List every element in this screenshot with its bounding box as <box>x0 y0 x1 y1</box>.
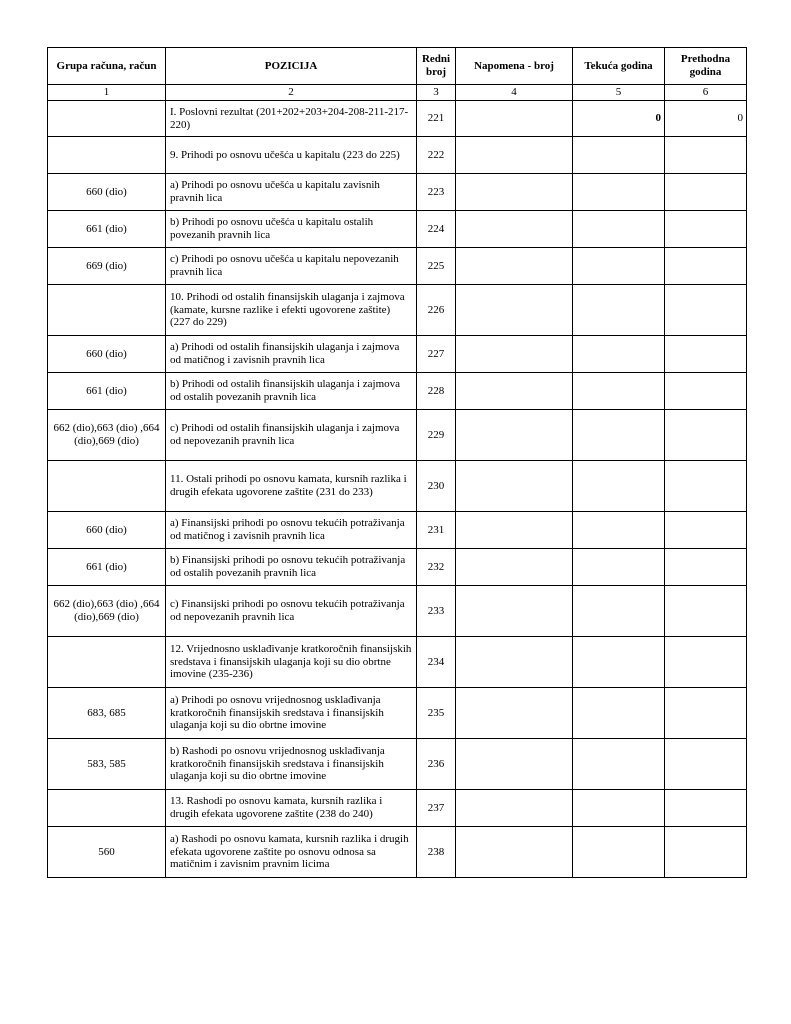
table-row <box>48 637 747 688</box>
position-cell: 12. Vrijednosno usklađivanje kratkoročnih finansijskih sredstava i finansijskih ulaganja koji su dio obrtne imovine (235-236) <box>166 637 417 688</box>
header-position: POZICIJA <box>166 48 417 85</box>
previous-year-cell <box>665 827 747 878</box>
account-cell <box>48 461 166 512</box>
note-cell <box>456 101 573 137</box>
current-year-cell <box>573 637 665 688</box>
position-cell: c) Prihodi po osnovu učešća u kapitalu nepovezanih pravnih lica <box>166 248 417 285</box>
note-cell <box>456 688 573 739</box>
current-year-cell <box>573 586 665 637</box>
row-number-cell: 223 <box>417 174 456 211</box>
header-row-number: Redni broj <box>417 48 456 85</box>
account-cell: 660 (dio) <box>48 174 166 211</box>
previous-year-cell <box>665 373 747 410</box>
row-number-cell: 222 <box>417 137 456 174</box>
row-number-cell: 237 <box>417 790 456 827</box>
account-cell: 661 (dio) <box>48 549 166 586</box>
current-year-cell <box>573 174 665 211</box>
note-cell <box>456 174 573 211</box>
note-cell <box>456 549 573 586</box>
table-row <box>48 549 747 586</box>
table-row <box>48 688 747 739</box>
account-cell <box>48 101 166 137</box>
note-cell <box>456 137 573 174</box>
table-row <box>48 512 747 549</box>
row-number-cell: 233 <box>417 586 456 637</box>
row-number-cell: 228 <box>417 373 456 410</box>
note-cell <box>456 248 573 285</box>
table-row <box>48 373 747 410</box>
current-year-cell <box>573 336 665 373</box>
previous-year-cell <box>665 586 747 637</box>
row-number-cell: 221 <box>417 101 456 137</box>
account-cell <box>48 285 166 336</box>
table-row <box>48 827 747 878</box>
table-row <box>48 586 747 637</box>
note-cell <box>456 637 573 688</box>
table-row <box>48 285 747 336</box>
position-cell: b) Prihodi po osnovu učešća u kapitalu ostalih povezanih pravnih lica <box>166 211 417 248</box>
previous-year-cell <box>665 174 747 211</box>
column-number: 2 <box>166 85 417 101</box>
position-cell: a) Prihodi od ostalih finansijskih ulaganja i zajmova od matičnog i zavisnih pravnih lica <box>166 336 417 373</box>
position-cell: 11. Ostali prihodi po osnovu kamata, kursnih razlika i drugih efekata ugovorene zaštite (231 do 233) <box>166 461 417 512</box>
previous-year-cell: 0 <box>665 101 747 137</box>
position-cell: b) Prihodi od ostalih finansijskih ulaganja i zajmova od ostalih povezanih pravnih lica <box>166 373 417 410</box>
previous-year-cell <box>665 549 747 586</box>
note-cell <box>456 336 573 373</box>
note-cell <box>456 827 573 878</box>
account-cell: 669 (dio) <box>48 248 166 285</box>
account-cell: 662 (dio),663 (dio) ,664 (dio),669 (dio) <box>48 586 166 637</box>
note-cell <box>456 410 573 461</box>
current-year-cell <box>573 248 665 285</box>
note-cell <box>456 373 573 410</box>
note-cell <box>456 461 573 512</box>
current-year-cell <box>573 739 665 790</box>
position-cell: c) Prihodi od ostalih finansijskih ulaganja i zajmova od nepovezanih pravnih lica <box>166 410 417 461</box>
account-cell: 683, 685 <box>48 688 166 739</box>
previous-year-cell <box>665 410 747 461</box>
account-cell <box>48 790 166 827</box>
note-cell <box>456 739 573 790</box>
note-cell <box>456 211 573 248</box>
table-row <box>48 248 747 285</box>
row-number-cell: 227 <box>417 336 456 373</box>
table-row <box>48 211 747 248</box>
position-cell: 9. Prihodi po osnovu učešća u kapitalu (223 do 225) <box>166 137 417 174</box>
table-row <box>48 410 747 461</box>
row-number-cell: 232 <box>417 549 456 586</box>
current-year-cell <box>573 211 665 248</box>
position-cell: a) Prihodi po osnovu učešća u kapitalu zavisnih pravnih lica <box>166 174 417 211</box>
row-number-cell: 230 <box>417 461 456 512</box>
row-number-cell: 224 <box>417 211 456 248</box>
position-cell: 10. Prihodi od ostalih finansijskih ulaganja i zajmova (kamate, kursne razlike i efekti ugovorene zaštite) (227 do 229) <box>166 285 417 336</box>
previous-year-cell <box>665 461 747 512</box>
header-account-group: Grupa računa, račun <box>48 48 166 85</box>
row-number-cell: 229 <box>417 410 456 461</box>
account-cell: 660 (dio) <box>48 336 166 373</box>
current-year-cell: 0 <box>573 101 665 137</box>
column-number: 3 <box>417 85 456 101</box>
header-previous-year: Prethodna godina <box>665 48 747 85</box>
current-year-cell <box>573 549 665 586</box>
column-number: 1 <box>48 85 166 101</box>
income-statement-table <box>47 47 747 878</box>
account-cell: 662 (dio),663 (dio) ,664 (dio),669 (dio) <box>48 410 166 461</box>
note-cell <box>456 586 573 637</box>
column-number: 6 <box>665 85 747 101</box>
note-cell <box>456 512 573 549</box>
note-cell <box>456 790 573 827</box>
header-current-year: Tekuća godina <box>573 48 665 85</box>
account-cell: 661 (dio) <box>48 211 166 248</box>
previous-year-cell <box>665 336 747 373</box>
table-row <box>48 739 747 790</box>
table-row <box>48 790 747 827</box>
position-cell: 13. Rashodi po osnovu kamata, kursnih razlika i drugih efekata ugovorene zaštite (238 do 240) <box>166 790 417 827</box>
current-year-cell <box>573 790 665 827</box>
column-number: 4 <box>456 85 573 101</box>
table-body <box>48 48 747 878</box>
header-row <box>48 48 747 85</box>
previous-year-cell <box>665 512 747 549</box>
previous-year-cell <box>665 248 747 285</box>
current-year-cell <box>573 827 665 878</box>
position-cell: b) Finansijski prihodi po osnovu tekućih potraživanja od ostalih povezanih pravnih lica <box>166 549 417 586</box>
row-number-cell: 231 <box>417 512 456 549</box>
column-number: 5 <box>573 85 665 101</box>
previous-year-cell <box>665 285 747 336</box>
account-cell: 660 (dio) <box>48 512 166 549</box>
table-row <box>48 174 747 211</box>
previous-year-cell <box>665 790 747 827</box>
previous-year-cell <box>665 739 747 790</box>
row-number-cell: 225 <box>417 248 456 285</box>
current-year-cell <box>573 688 665 739</box>
previous-year-cell <box>665 637 747 688</box>
position-cell: a) Finansijski prihodi po osnovu tekućih potraživanja od matičnog i zavisnih pravnih lica <box>166 512 417 549</box>
position-cell: a) Prihodi po osnovu vrijednosnog usklađivanja kratkoročnih finansijskih sredstava i finansijskih ulaganja koji su dio obrtne imovine <box>166 688 417 739</box>
current-year-cell <box>573 410 665 461</box>
position-cell: a) Rashodi po osnovu kamata, kursnih razlika i drugih efekata ugovorene zaštite po osnovu odnosa sa matičnim i zavisnim pravnim licima <box>166 827 417 878</box>
position-cell: I. Poslovni rezultat (201+202+203+204-208-211-217-220) <box>166 101 417 137</box>
account-cell: 560 <box>48 827 166 878</box>
column-number-row <box>48 85 747 101</box>
current-year-cell <box>573 512 665 549</box>
current-year-cell <box>573 285 665 336</box>
row-number-cell: 226 <box>417 285 456 336</box>
row-number-cell: 238 <box>417 827 456 878</box>
table-row <box>48 137 747 174</box>
header-note-number: Napomena - broj <box>456 48 573 85</box>
table-row <box>48 336 747 373</box>
position-cell: c) Finansijski prihodi po osnovu tekućih potraživanja od nepovezanih pravnih lica <box>166 586 417 637</box>
current-year-cell <box>573 373 665 410</box>
previous-year-cell <box>665 137 747 174</box>
row-number-cell: 235 <box>417 688 456 739</box>
previous-year-cell <box>665 688 747 739</box>
table-row <box>48 101 747 137</box>
account-cell: 661 (dio) <box>48 373 166 410</box>
current-year-cell <box>573 461 665 512</box>
account-cell <box>48 137 166 174</box>
account-cell <box>48 637 166 688</box>
current-year-cell <box>573 137 665 174</box>
row-number-cell: 236 <box>417 739 456 790</box>
position-cell: b) Rashodi po osnovu vrijednosnog usklađivanja kratkoročnih finansijskih sredstava i finansijskih ulaganja koji su dio obrtne imovine <box>166 739 417 790</box>
note-cell <box>456 285 573 336</box>
table-row <box>48 461 747 512</box>
row-number-cell: 234 <box>417 637 456 688</box>
account-cell: 583, 585 <box>48 739 166 790</box>
previous-year-cell <box>665 211 747 248</box>
